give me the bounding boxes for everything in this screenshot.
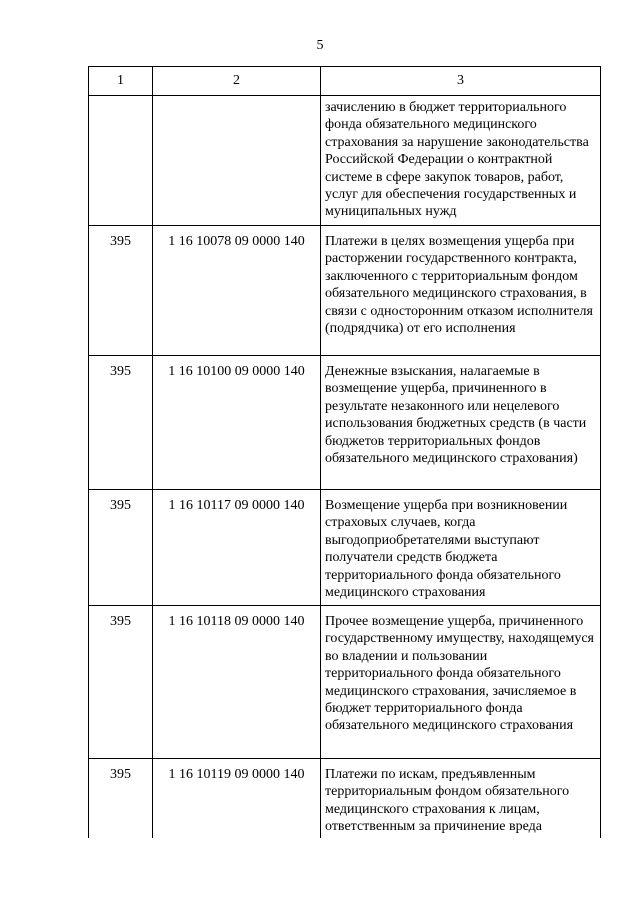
column-header-1: 1	[89, 67, 153, 96]
table-header-row	[89, 67, 601, 96]
description-cell: Платежи в целях возмещения ущерба при расторжении государственного контракта, заключенного с территориальным фондом обязательного медицинского страхования, в связи с односторонним отказом исполнителя (подрядчика) от его исполнения	[321, 226, 601, 356]
budget-code-cell: 1 16 10100 09 0000 140	[153, 356, 321, 490]
description-cell: Платежи по искам, предъявленным территориальным фондом обязательного медицинского страхования к лицам, ответственным за причинение вреда	[321, 759, 601, 839]
budget-code-cell: 1 16 10117 09 0000 140	[153, 490, 321, 606]
budget-code-cell: 1 16 10078 09 0000 140	[153, 226, 321, 356]
description-cell: Возмещение ущерба при возникновении страховых случаев, когда выгодоприобретателями выступают получатели средств бюджета территориального фонда обязательного медицинского страхования	[321, 490, 601, 606]
description-cell: зачислению в бюджет территориального фонда обязательного медицинского страхования за нарушение законодательства Российской Федерации о контрактной системе в сфере закупок товаров, работ, услуг для обеспечения государственных и муниципальных нужд	[321, 96, 601, 226]
admin-code-cell: 395	[89, 356, 153, 490]
table-row	[89, 490, 601, 606]
admin-code-cell: 395	[89, 606, 153, 759]
budget-code-cell	[153, 96, 321, 226]
table-row	[89, 226, 601, 356]
budget-code-cell: 1 16 10118 09 0000 140	[153, 606, 321, 759]
admin-code-cell: 395	[89, 759, 153, 839]
column-header-2: 2	[153, 67, 321, 96]
description-cell: Прочее возмещение ущерба, причиненного государственному имуществу, находящемуся во владении и пользовании территориального фонда обязательного медицинского страхования, зачисляемое в бюджет территориального фонда обязательного медицинского страхования	[321, 606, 601, 759]
table-row	[89, 606, 601, 759]
admin-code-cell: 395	[89, 226, 153, 356]
admin-code-cell: 395	[89, 490, 153, 606]
table-row	[89, 356, 601, 490]
budget-codes-table	[88, 66, 601, 838]
budget-code-cell: 1 16 10119 09 0000 140	[153, 759, 321, 839]
page-number: 5	[316, 38, 324, 53]
table-row	[89, 759, 601, 839]
admin-code-cell	[89, 96, 153, 226]
description-cell: Денежные взыскания, налагаемые в возмещение ущерба, причиненного в результате незаконного или нецелевого использования бюджетных средств (в части бюджетов территориальных фондов обязательного медицинского страхования)	[321, 356, 601, 490]
column-header-3: 3	[321, 67, 601, 96]
table-row	[89, 96, 601, 226]
